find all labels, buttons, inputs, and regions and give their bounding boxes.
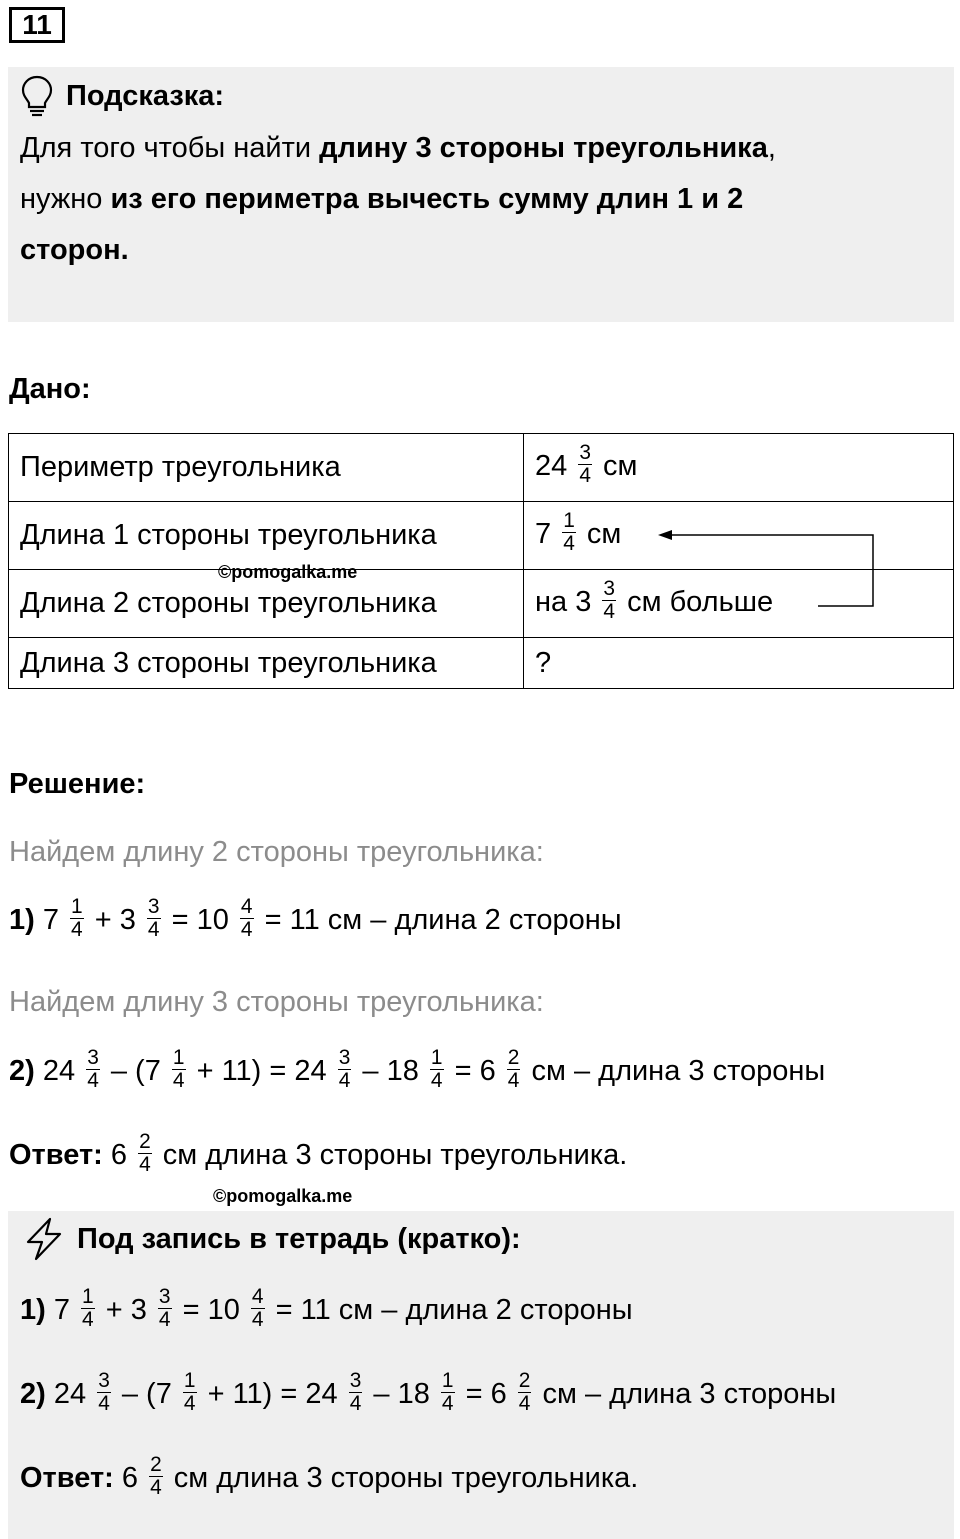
given-value: ? xyxy=(524,638,954,689)
fraction: $\frac{3}{4}$ xyxy=(158,1285,171,1331)
given-label: Периметр треугольника xyxy=(9,434,524,502)
arrow-connector-icon xyxy=(650,525,890,615)
notebook-answer: Ответ: 6 $\frac{2}{4}$ см длина 3 стороны треугольника. xyxy=(20,1453,639,1499)
lightning-icon xyxy=(22,1216,66,1262)
solution-step-2: 2) 24 $\frac{3}{4}$ – (7 $\frac{1}{4}$ + 11) = 24 $\frac{3}{4}$ – 18 $\frac{1}{4}$ = 6 $\frac{2}{4}$ см – длина 3 стороны xyxy=(9,1046,826,1092)
hint-title: Подсказка: xyxy=(66,80,225,112)
given-value: 24 $\frac{3}{4}$ см xyxy=(524,434,954,502)
fraction: $\frac{3}{4}$ xyxy=(147,895,160,941)
fraction: $\frac{3}{4}$ xyxy=(603,577,616,623)
hint-line-3: сторон. xyxy=(20,234,129,266)
table-row xyxy=(9,434,954,502)
fraction: $\frac{1}{4}$ xyxy=(563,509,575,555)
fraction: $\frac{4}{4}$ xyxy=(251,1285,264,1331)
given-label: Длина 3 стороны треугольника xyxy=(9,638,524,689)
notebook-title: Под запись в тетрадь (кратко): xyxy=(77,1223,521,1255)
solution-answer: Ответ: 6 $\frac{2}{4}$ см длина 3 стороны треугольника. xyxy=(9,1130,628,1176)
fraction: $\frac{2}{4}$ xyxy=(150,1453,162,1499)
fraction: $\frac{3}{4}$ xyxy=(579,441,591,487)
given-title: Дано: xyxy=(9,373,91,405)
fraction: $\frac{1}{4}$ xyxy=(441,1369,454,1415)
solution-comment-1: Найдем длину 2 стороны треугольника: xyxy=(9,836,544,868)
fraction: $\frac{3}{4}$ xyxy=(338,1046,351,1092)
given-label: Длина 1 стороны треугольника xyxy=(9,502,524,570)
notebook-step-1: 1) 7 $\frac{1}{4}$ + 3 $\frac{3}{4}$ = 10 $\frac{4}{4}$ = 11 см – длина 2 стороны xyxy=(20,1285,633,1331)
fraction: $\frac{1}{4}$ xyxy=(430,1046,443,1092)
fraction: $\frac{3}{4}$ xyxy=(87,1046,99,1092)
fraction: $\frac{2}{4}$ xyxy=(507,1046,520,1092)
hint-line-2: нужно из его периметра вычесть сумму длин 1 и 2 xyxy=(20,183,744,215)
fraction: $\frac{4}{4}$ xyxy=(240,895,253,941)
watermark: ©pomogalka.me xyxy=(213,1186,353,1206)
solution-comment-2: Найдем длину 3 стороны треугольника: xyxy=(9,986,544,1018)
notebook-step-2: 2) 24 $\frac{3}{4}$ – (7 $\frac{1}{4}$ + 11) = 24 $\frac{3}{4}$ – 18 $\frac{1}{4}$ = 6 $\frac{2}{4}$ см – длина 3 стороны xyxy=(20,1369,837,1415)
solution-title: Решение: xyxy=(9,768,146,800)
given-value: на 3 $\frac{3}{4}$ см больше xyxy=(524,570,954,638)
lightbulb-icon xyxy=(20,74,54,118)
fraction: $\frac{3}{4}$ xyxy=(98,1369,110,1415)
fraction: $\frac{2}{4}$ xyxy=(139,1130,151,1176)
given-value: 7 $\frac{1}{4}$ см xyxy=(524,502,954,570)
watermark: ©pomogalka.me xyxy=(218,562,358,582)
table-row xyxy=(9,638,954,689)
given-label: Длина 2 стороны треугольника xyxy=(9,570,524,638)
task-number: 11 xyxy=(9,7,65,43)
hint-line-1: Для того чтобы найти длину 3 стороны треугольника, xyxy=(20,132,776,164)
fraction: $\frac{1}{4}$ xyxy=(183,1369,196,1415)
solution-step-1: 1) 7 $\frac{1}{4}$ + 3 $\frac{3}{4}$ = 10 $\frac{4}{4}$ = 11 см – длина 2 стороны xyxy=(9,895,622,941)
fraction: $\frac{1}{4}$ xyxy=(82,1285,94,1331)
fraction: $\frac{2}{4}$ xyxy=(518,1369,531,1415)
fraction: $\frac{1}{4}$ xyxy=(172,1046,185,1092)
fraction: $\frac{1}{4}$ xyxy=(71,895,83,941)
fraction: $\frac{3}{4}$ xyxy=(349,1369,362,1415)
